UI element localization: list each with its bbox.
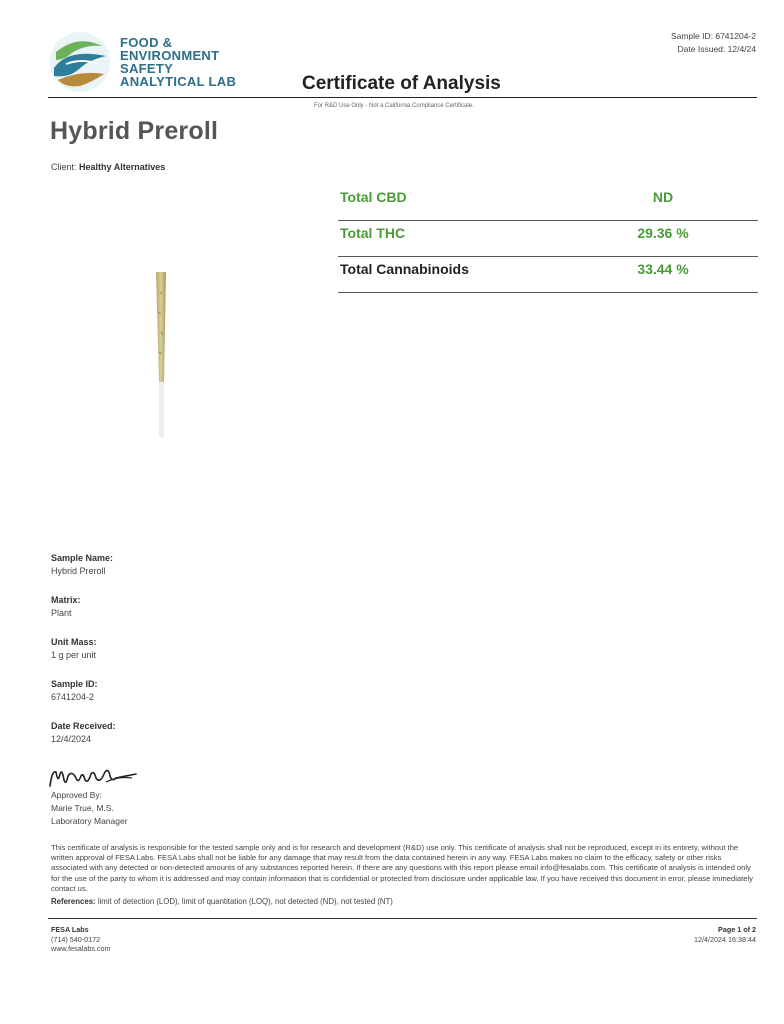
total-cannabinoids-label: Total Cannabinoids bbox=[340, 261, 469, 277]
date-received-field bbox=[51, 720, 116, 762]
product-name: Hybrid Preroll bbox=[50, 117, 219, 145]
approver-title: Laboratory Manager bbox=[51, 816, 128, 826]
total-cbd-value: ND bbox=[652, 189, 674, 205]
footer-pagination bbox=[694, 925, 756, 945]
references bbox=[51, 897, 393, 906]
footer-phone: (714) 540-0172 bbox=[51, 934, 101, 944]
footer-timestamp: 12/4/2024 16:38:44 bbox=[694, 935, 756, 944]
total-thc-label: Total THC bbox=[340, 225, 406, 241]
field-value: Plant bbox=[51, 608, 72, 618]
sample-name-field bbox=[51, 552, 116, 594]
field-label: Matrix: bbox=[51, 595, 81, 605]
footer-website: www.fesalabs.com bbox=[51, 944, 111, 953]
sample-details bbox=[51, 552, 116, 762]
sample-id-field bbox=[51, 678, 116, 720]
header-divider bbox=[48, 97, 757, 98]
date-issued-meta: Date Issued: 12/4/24 bbox=[677, 44, 756, 54]
page-number: Page 1 of 2 bbox=[718, 925, 756, 934]
approval-block bbox=[51, 789, 128, 828]
total-thc-value: 29.36 % bbox=[637, 225, 689, 241]
footer-contact bbox=[51, 925, 111, 954]
total-cbd-label: Total CBD bbox=[340, 189, 407, 205]
client-label: Client: bbox=[51, 162, 77, 172]
lab-name-line: SAFETY bbox=[120, 61, 174, 76]
handwritten-signature bbox=[48, 762, 140, 790]
lab-name-line: FOOD & bbox=[120, 35, 173, 50]
client-line bbox=[51, 162, 165, 172]
total-cannabinoids-row bbox=[338, 257, 758, 293]
approved-by-label: Approved By: bbox=[51, 790, 103, 800]
disclaimer-text: This certificate of analysis is responsible for the tested sample only and is for research and development (R&D) use only. This certificate of analysis shall not be reproduced, except in its entirety, without the written approval of FESA Labs. FESA Labs shall not be liable for any damage that may result from the data contained herein in any way. FESA Labs makes no claim to the efficacy, safety or other risks associated with any detected or non-detected amounts of any substances reported herein. If there are any questions with this report please email info@fesalabs.com. This certificate of analysis is intended only for the use of the party to whom it is addressed and may contain information that is confidential or protected from disclosure under applicable law. If you have received this document in error, please immediately contact us. bbox=[51, 843, 753, 893]
lab-logo bbox=[48, 30, 112, 94]
field-value: Hybrid Preroll bbox=[51, 566, 106, 576]
total-thc-row bbox=[338, 221, 758, 257]
lab-name bbox=[120, 36, 236, 88]
field-value: 1 g per unit bbox=[51, 650, 97, 660]
field-value: 12/4/2024 bbox=[51, 734, 92, 744]
lab-name-line: ANALYTICAL LAB bbox=[120, 74, 237, 89]
total-cbd-row bbox=[338, 185, 758, 221]
unit-mass-field bbox=[51, 636, 116, 678]
references-text: limit of detection (LOD), limit of quantitation (LOQ), not detected (ND), not tested (NT) bbox=[97, 897, 393, 906]
field-label: Date Received: bbox=[51, 721, 116, 731]
field-value: 6741204-2 bbox=[51, 692, 95, 702]
document-title: Certificate of Analysis bbox=[302, 73, 501, 94]
footer-company: FESA Labs bbox=[51, 925, 89, 934]
field-label: Unit Mass: bbox=[51, 637, 97, 647]
footer-divider bbox=[48, 918, 757, 919]
field-label: Sample Name: bbox=[51, 553, 114, 563]
cannabinoid-totals bbox=[338, 185, 758, 293]
approver-name: Marie True, M.S. bbox=[51, 803, 114, 813]
matrix-field bbox=[51, 594, 116, 636]
references-label: References: bbox=[51, 897, 96, 906]
preroll-image bbox=[154, 272, 168, 437]
sample-id-meta: Sample ID: 6741204-2 bbox=[670, 31, 756, 41]
total-cannabinoids-value: 33.44 % bbox=[637, 261, 689, 277]
document-meta bbox=[671, 30, 756, 56]
document-subnote: For R&D Use Only - Not a California Compliance Certificate. bbox=[314, 103, 475, 109]
client-value: Healthy Alternatives bbox=[79, 162, 166, 172]
lab-name-line: ENVIRONMENT bbox=[120, 48, 220, 63]
field-label: Sample ID: bbox=[51, 679, 98, 689]
